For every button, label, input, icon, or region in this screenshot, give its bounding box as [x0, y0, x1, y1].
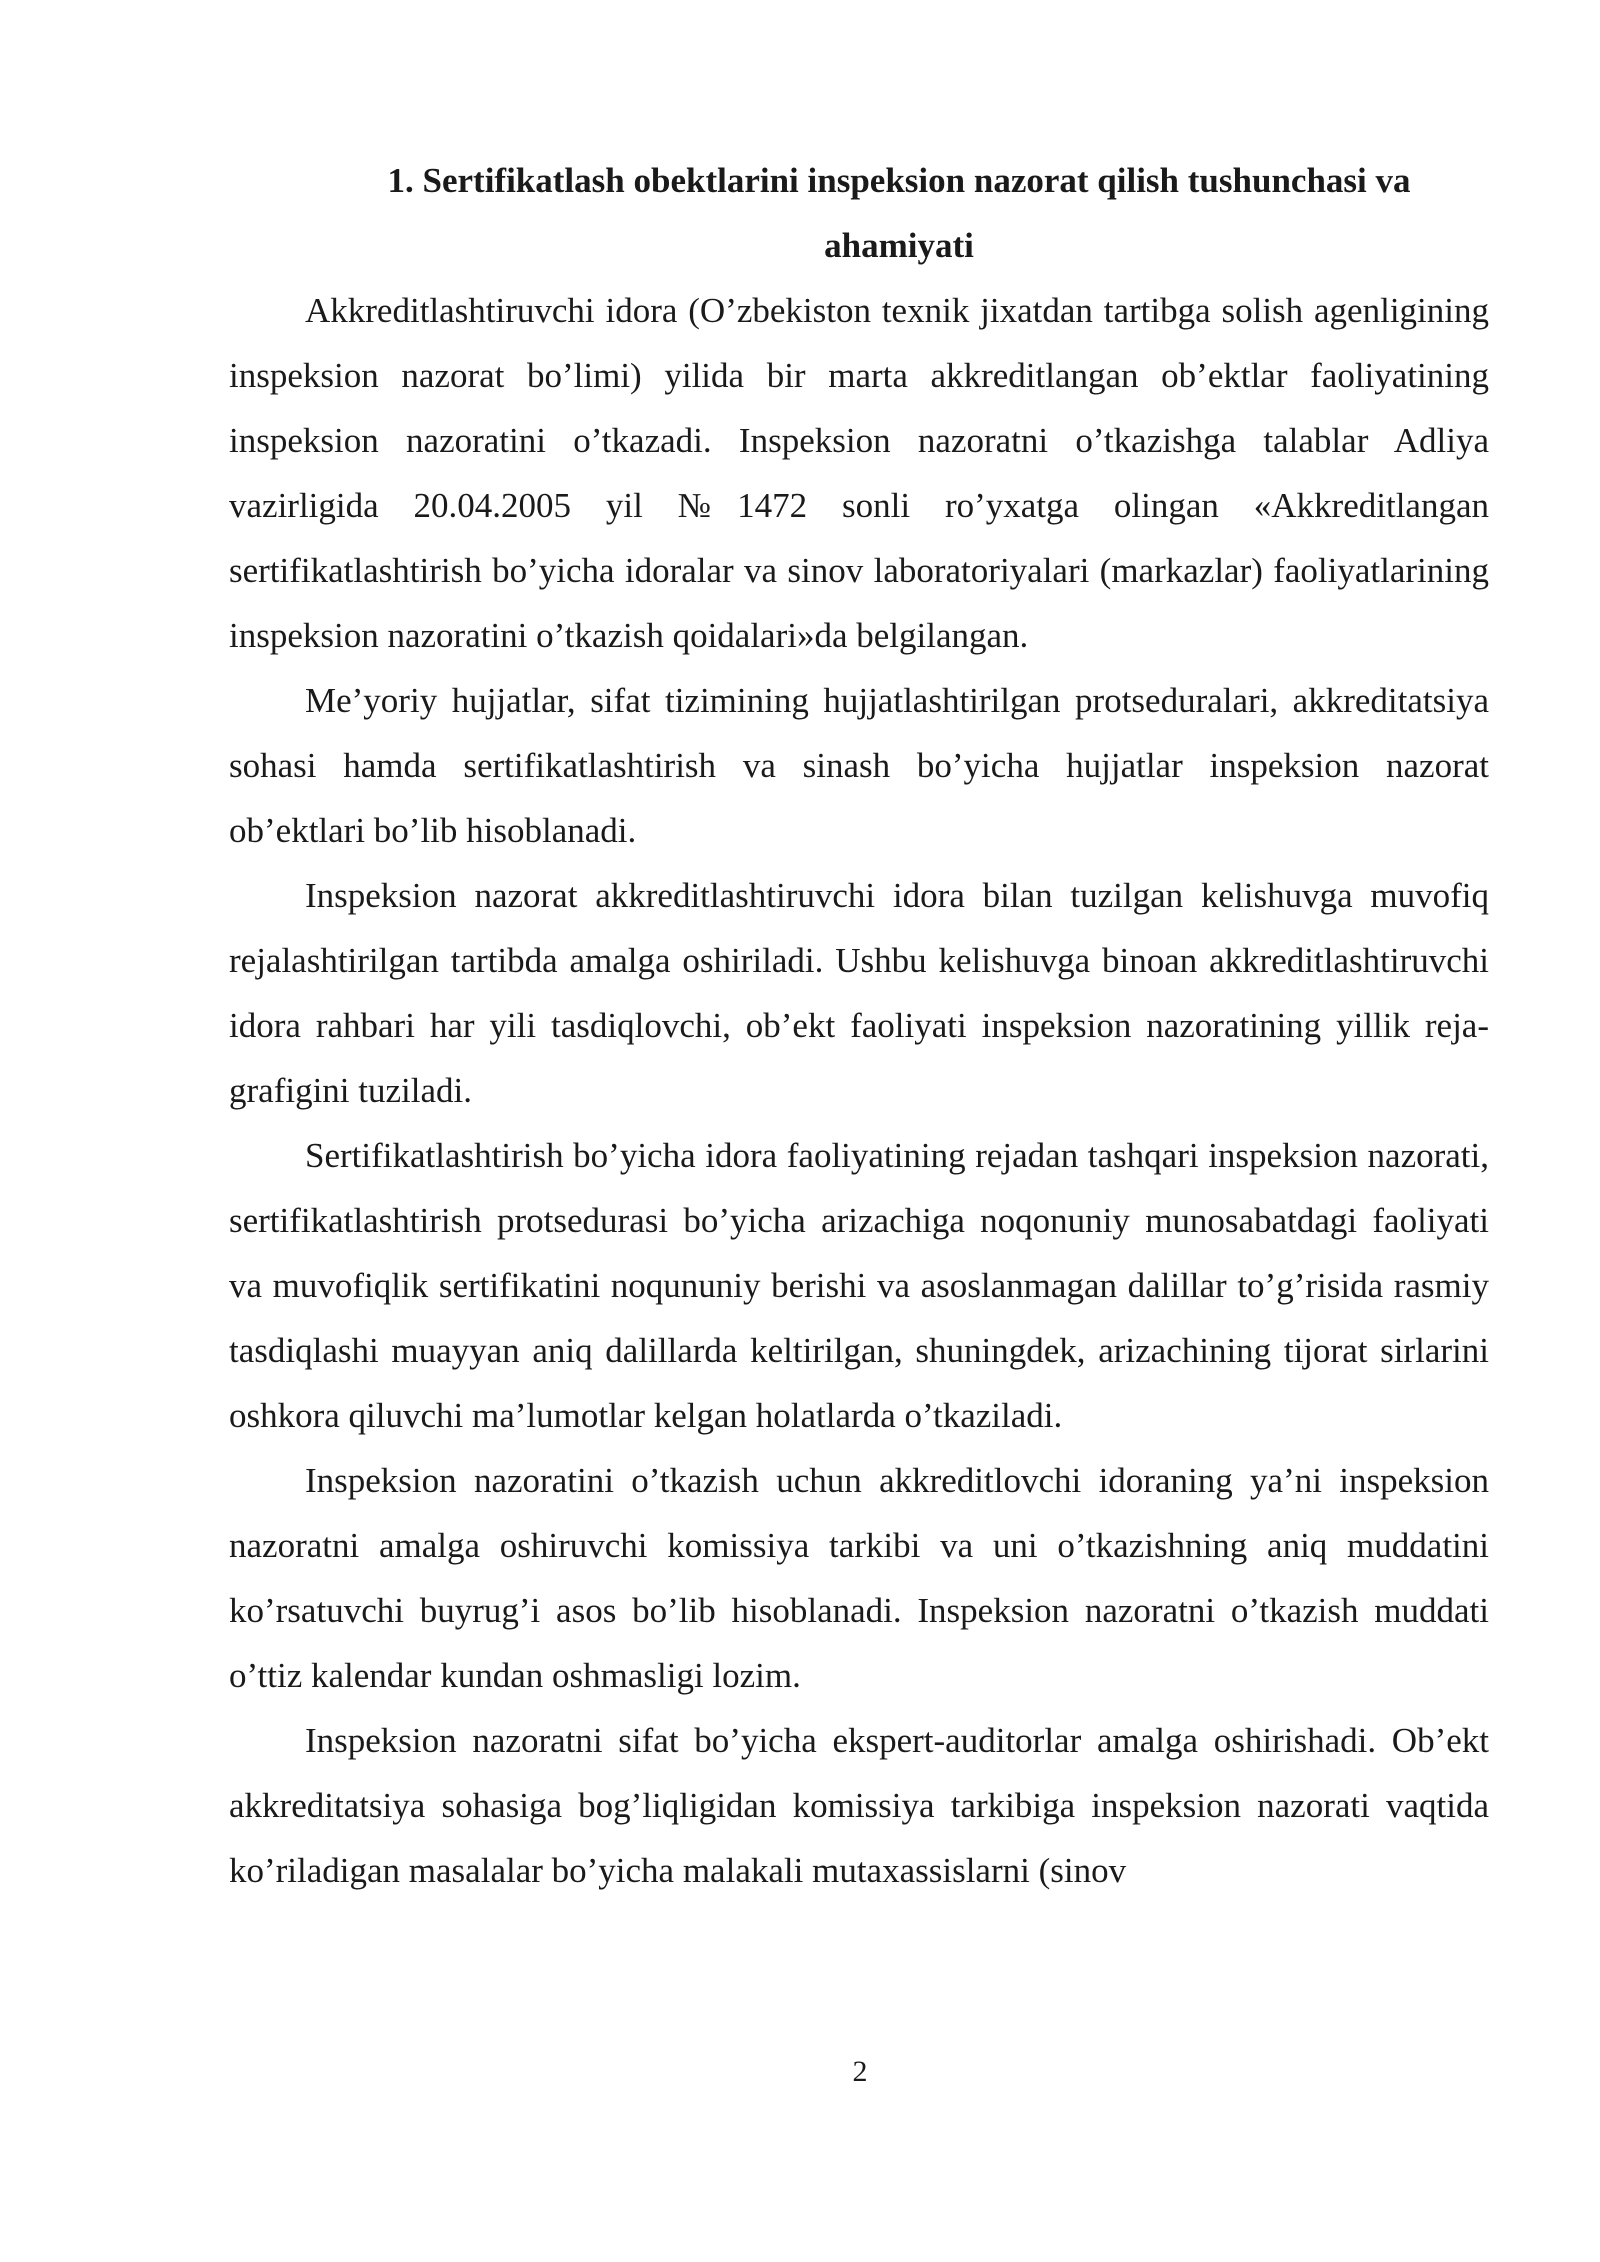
section-heading	[229, 148, 1489, 278]
paragraph-1: Akkreditlashtiruvchi idora (O’zbekiston texnik jixatdan tartibga solish agenligining inspeksion nazorat bo’limi) yilida bir marta akkreditlangan ob’ektlar faoliyatining inspeksion nazoratini o’tkazadi. Inspeksion nazoratni o’tkazishga talablar Adliya vazirligida 20.04.2005 yil №1472 sonli ro’yxatga olingan «Akkreditlangan sertifikatlashtirish bo’yicha idoralar va sinov laboratoriyalari (markazlar) faoliyatlarining inspeksion nazoratini o’tkazish qoidalari»da belgilangan.	[229, 291, 1489, 655]
paragraph-4: Sertifikatlashtirish bo’yicha idora faoliyatining rejadan tashqari inspeksion nazorati, sertifikatlashtirish protsedurasi bo’yicha arizachiga noqonuniy munosabatdagi faoliyati va muvofiqlik sertifikatini noqununiy berishi va asoslanmagan dalillar to’g’risida rasmiy tasdiqlashi muayyan aniq dalillarda keltirilgan, shuningdek, arizachining tijorat sirlarini oshkora qiluvchi ma’lumotlar kelgan holatlarda o’tkaziladi.	[229, 1136, 1489, 1435]
paragraph-2: Me’yoriy hujjatlar, sifat tizimining hujjatlashtirilgan protseduralari, akkreditatsiya sohasi hamda sertifikatlashtirish va sinash bo’yicha hujjatlar inspeksion nazorat ob’ektlari bo’lib hisoblanadi.	[229, 681, 1489, 850]
paragraph-6: Inspeksion nazoratni sifat bo’yicha ekspert-auditorlar amalga oshirishadi. Ob’ekt akkreditatsiya sohasiga bog’liqligidan komissiya tarkibiga inspeksion nazorati vaqtida ko’riladigan masalalar bo’yicha malakali mutaxassislarni (sinov	[229, 1721, 1489, 1890]
section-heading-line-2: ahamiyati	[824, 226, 974, 265]
section-heading-line-1: 1. Sertifikatlash obektlarini inspeksion nazorat qilish tushunchasi va	[387, 161, 1411, 200]
page-number: 2	[852, 2055, 868, 2088]
paragraph-5: Inspeksion nazoratini o’tkazish uchun akkreditlovchi idoraning ya’ni inspeksion nazoratni amalga oshiruvchi komissiya tarkibi va uni o’tkazishning aniq muddatini ko’rsatuvchi buyrug’i asos bo’lib hisoblanadi. Inspeksion nazoratni o’tkazish muddati o’ttiz kalendar kundan oshmasligi lozim.	[229, 1461, 1489, 1695]
page-body	[229, 148, 1489, 1903]
paragraph-3: Inspeksion nazorat akkreditlashtiruvchi idora bilan tuzilgan kelishuvga muvofiq rejalashtirilgan tartibda amalga oshiriladi. Ushbu kelishuvga binoan akkreditlashtiruvchi idora rahbari har yili tasdiqlovchi, ob’ekt faoliyati inspeksion nazoratining yillik reja-grafigini tuziladi.	[229, 876, 1489, 1110]
